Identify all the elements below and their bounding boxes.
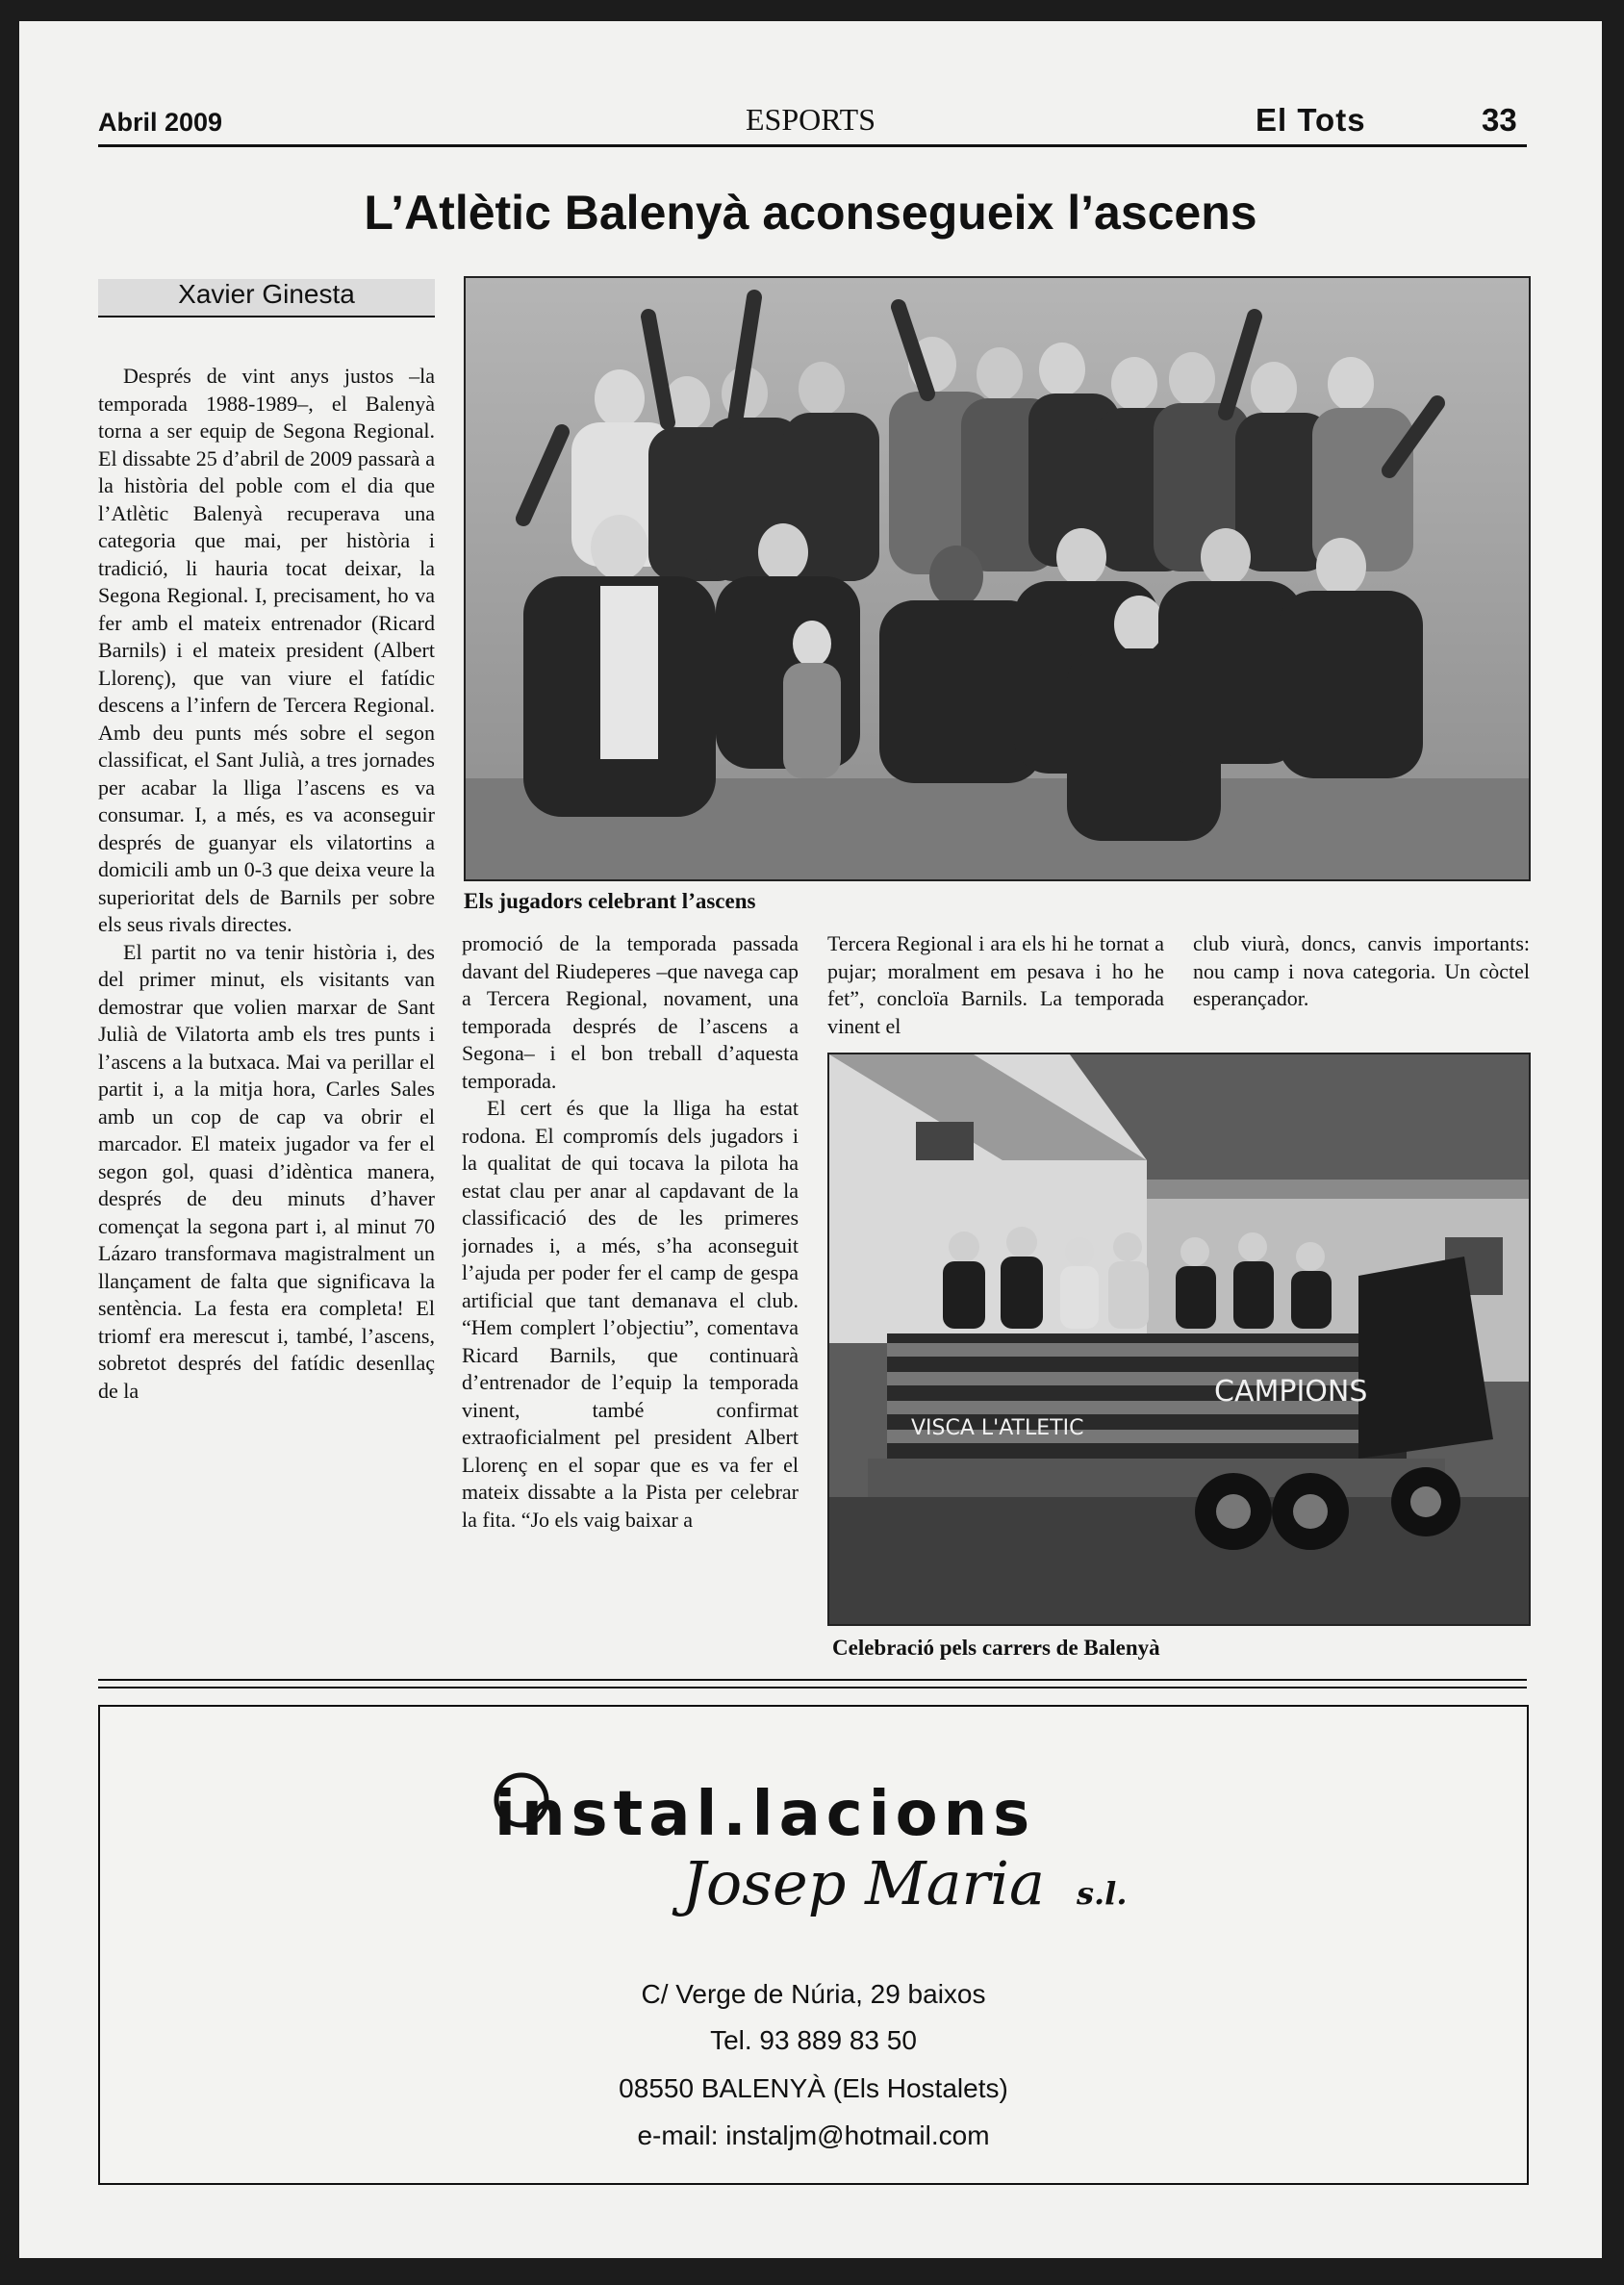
article-author: Xavier Ginesta <box>98 279 435 317</box>
issue-date: Abril 2009 <box>98 108 223 137</box>
paragraph: El partit no va tenir història i, des del primer minut, els visitants van demostrar que volien marxar de Sant Julià de Vilatorta amb els tres punts i l’ascens a la butxaca. Mai va perillar el partit i, a la mitja hora, Carles Sales amb un cop de cap va obrir el marcador. El mateix jugador va fer el segon gol, quasi d’idèntica manera, després de deu minuts d’haver començat la segona part i, al minut 70 Lázaro transformava magistralment un llançament de falta que significava la sentència. La festa era completa! El triomf era merescut i, també, l’ascens, sobretot després del fatídic desenllaç de la <box>98 939 435 1403</box>
divider-rule <box>98 1679 1527 1681</box>
article-column-4 <box>1193 930 1530 1060</box>
advertisement-box <box>98 1705 1529 2185</box>
ad-address: C/ Verge de Núria, 29 baixos <box>641 1979 986 2009</box>
photo-caption-team: Els jugadors celebrant l’ascens <box>464 889 756 913</box>
header-rule <box>98 144 1527 147</box>
company-logo <box>475 1760 1168 1933</box>
article-title: L’Atlètic Balenyà aconsegueix l’ascens <box>364 186 1257 240</box>
logo-suffix-text: s.l. <box>1077 1875 1128 1912</box>
divider-rule <box>98 1687 1527 1688</box>
author-rule <box>98 316 435 317</box>
truck-banner-text: VISCA L'ATLETIC <box>911 1416 1084 1440</box>
logo-brand-text: instal.lacions <box>495 1779 1036 1850</box>
truck-photo-illustration <box>829 1054 1529 1624</box>
ad-phone: Tel. 93 889 83 50 <box>710 2025 917 2055</box>
article-column-3 <box>827 930 1164 1060</box>
section-name: ESPORTS <box>745 102 875 137</box>
team-photo-illustration <box>466 278 1529 879</box>
newspaper-page <box>19 21 1602 2258</box>
paragraph: promoció de la temporada passada davant del Riudeperes –que navega cap a Tercera Regional, novament, una temporada després de l’ascens a Segona– i el bon treball d’aquesta temporada. <box>462 931 799 1093</box>
logo-script-text: Josep Maria <box>682 1848 1045 1918</box>
publication-name: El Tots <box>1256 102 1366 138</box>
paragraph: El cert és que la lliga ha estat rodona. El compromís dels jugadors i la qualitat de qui tocava la pilota ha estat clau per anar al capdavant de la classificació des de les primeres jornades i, a més, s’ha aconseguit l’ajuda per poder fer el camp de gespa artificial que tant demanava el club. “Hem complert l’objectiu”, comentava Ricard Barnils, que continuarà d’entrenador de l’equip la temporada vinent, també confirmat extraoficialment pel president Albert Llorenç en el sopar que es va fer el mateix dissabte a la Pista per celebrar la fita. “Jo els vaig baixar a <box>462 1096 799 1532</box>
paragraph: Després de vint anys justos –la temporada 1988-1989–, el Balenyà torna a ser equip de Segona Regional. El dissabte 25 d’abril de 2009 passarà a la història del poble com el dia que l’Atlètic Balenyà recuperava una categoria que mai, per història i tradició, li hauria tocat deixar, la Segona Regional. I, precisament, ho va fer amb el mateix entrenador (Ricard Barnils) i el mateix president (Albert Llorenç), que van viure el fatídic descens a l’infern de Tercera Regional. Amb deu punts més sobre el segon classificat, el Sant Julià, a tres jornades per acabar la lliga l’ascens es va consumar. I, a més, es va aconseguir després de guanyar els vilatortins a domicili amb un 0-3 que deixa veure la superioritat dels de Barnils per sobre els seus rivals directes. <box>98 364 435 936</box>
ad-email: e-mail: instaljm@hotmail.com <box>637 2120 990 2150</box>
article-column-2 <box>462 930 799 1676</box>
street-celebration-photo <box>827 1053 1531 1626</box>
photo-caption-street: Celebració pels carrers de Balenyà <box>832 1636 1160 1660</box>
article-column-1 <box>98 363 435 1676</box>
ad-city: 08550 BALENYÀ (Els Hostalets) <box>619 2073 1008 2103</box>
page-number: 33 <box>1482 102 1517 138</box>
team-celebration-photo <box>464 276 1531 881</box>
paragraph: Tercera Regional i ara els hi he tornat a pujar; moralment em pesava i ho he fet”, concloïa Barnils. La temporada vinent el <box>827 931 1164 1038</box>
paragraph: club viurà, doncs, canvis importants: nou camp i nova categoria. Un còctel esperançador. <box>1193 931 1530 1010</box>
truck-banner-text: CAMPIONS <box>1214 1375 1368 1409</box>
